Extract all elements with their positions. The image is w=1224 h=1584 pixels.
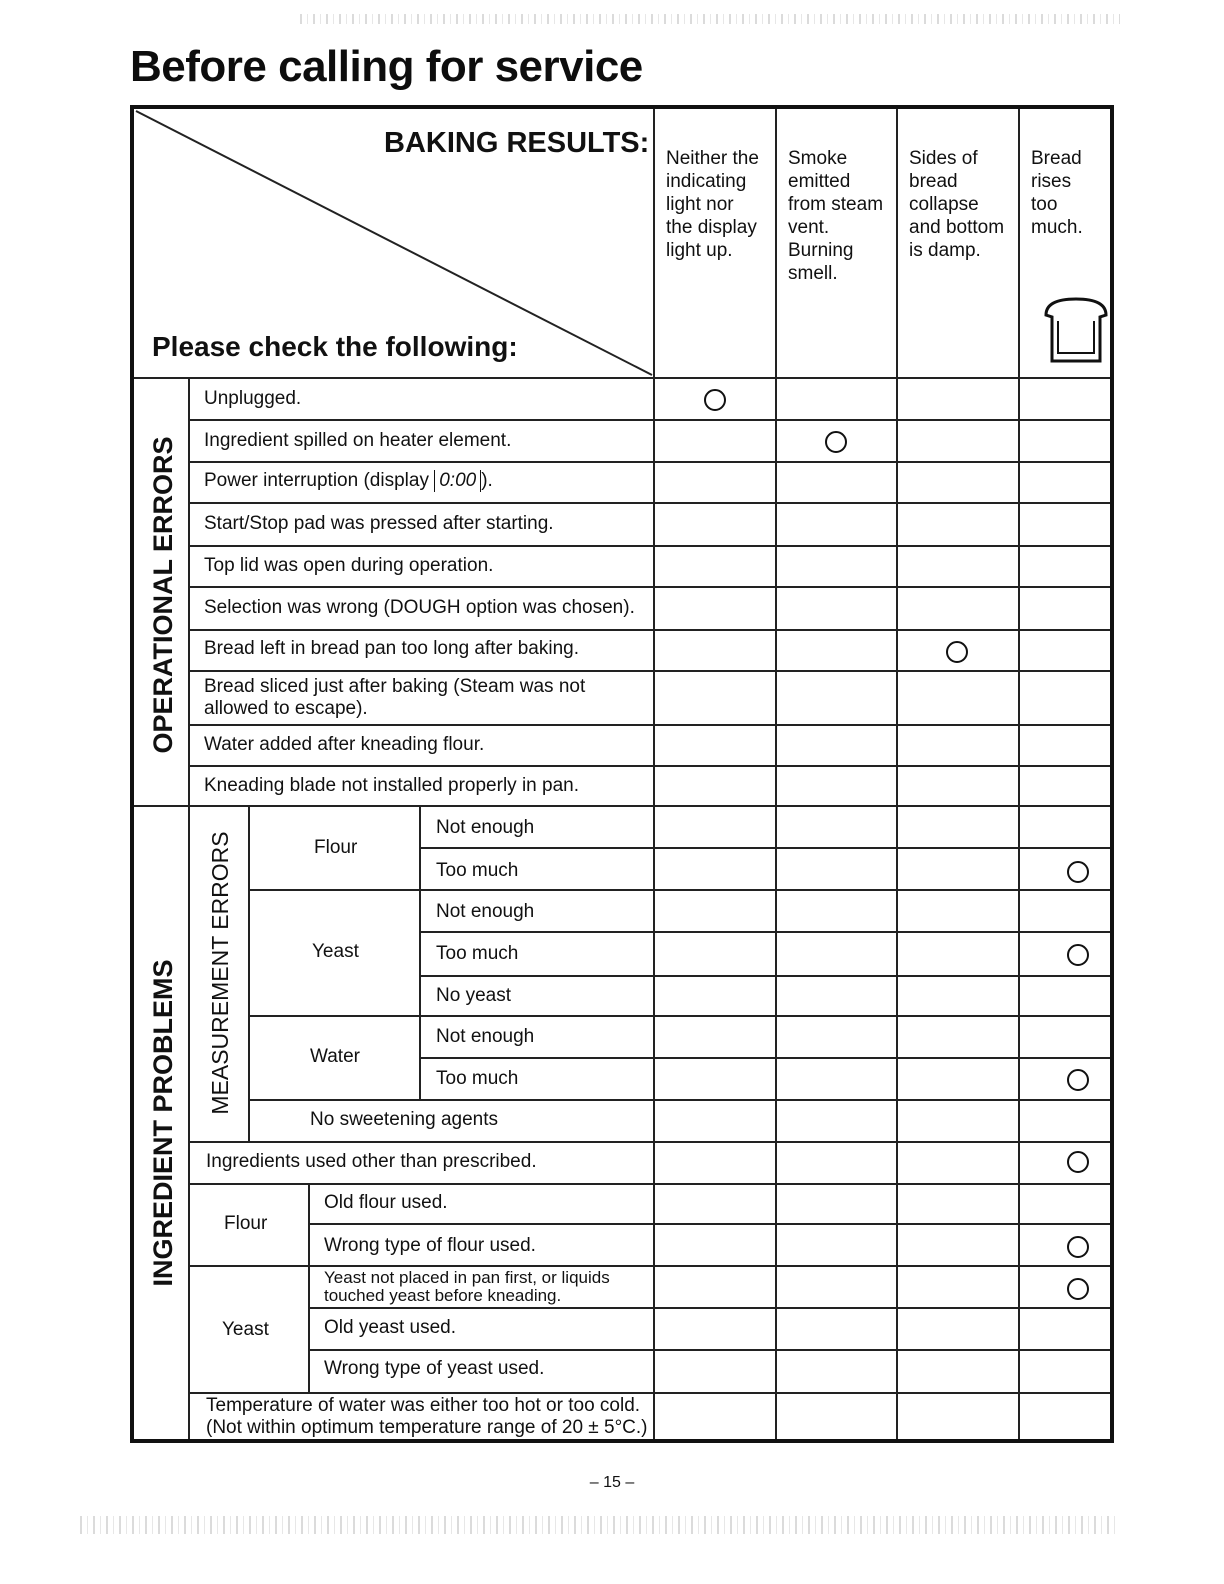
ingredient-flour-label: Flour — [224, 1213, 268, 1234]
yeast-not-enough: Not enough — [436, 901, 535, 922]
row-ingredient-spilled: Ingredient spilled on heater element. — [204, 430, 512, 451]
no-yeast: No yeast — [436, 985, 511, 1006]
bread-loaf-icon — [1040, 295, 1112, 367]
row-wrong-flour: Wrong type of flour used. — [324, 1235, 536, 1256]
measurement-errors-label: MEASUREMENT ERRORS — [207, 831, 233, 1115]
check-circle — [825, 431, 847, 453]
no-sweetening: No sweetening agents — [310, 1109, 499, 1130]
flour-not-enough: Not enough — [436, 817, 535, 838]
check-circle — [704, 389, 726, 411]
check-circle — [1067, 861, 1089, 883]
check-circle — [1067, 1236, 1089, 1258]
scan-noise-top — [300, 14, 1120, 24]
measure-flour-label: Flour — [314, 837, 358, 858]
measure-yeast-label: Yeast — [312, 941, 359, 962]
baking-results-label: BAKING RESULTS: — [384, 127, 650, 159]
column-header-rises: Bread rises too much. — [1031, 148, 1083, 238]
row-old-flour: Old flour used. — [324, 1192, 448, 1213]
check-circle — [1067, 1278, 1089, 1300]
water-not-enough: Not enough — [436, 1026, 535, 1047]
check-circle — [946, 641, 968, 663]
column-header-smoke: Smoke emitted from steam vent. Burning smell. — [788, 148, 884, 284]
page-title: Before calling for service — [130, 42, 643, 91]
column-header-collapse: Sides of bread collapse and bottom is damp. — [909, 148, 1005, 261]
page-number: – 15 – — [589, 1474, 635, 1491]
row-bread-left: Bread left in bread pan too long after baking. — [204, 638, 579, 659]
row-power-interruption: Power interruption (display 0:00 ). — [204, 470, 493, 491]
row-bread-sliced-1: Bread sliced just after baking (Steam was not — [204, 676, 586, 697]
yeast-too-much: Too much — [436, 943, 519, 964]
ingredient-problems-label: INGREDIENT PROBLEMS — [148, 959, 178, 1287]
check-circle — [1067, 1151, 1089, 1173]
check-circle — [1067, 944, 1089, 966]
row-temperature-1: Temperature of water was either too hot or too cold. — [206, 1395, 641, 1416]
column-header-no-light: Neither the indicating light nor the display light up. — [666, 148, 759, 261]
ingredient-yeast-label: Yeast — [222, 1319, 269, 1340]
row-top-lid: Top lid was open during operation. — [204, 555, 494, 576]
operational-errors-label: OPERATIONAL ERRORS — [148, 436, 178, 754]
troubleshooting-chart — [130, 105, 1114, 1443]
row-old-yeast: Old yeast used. — [324, 1317, 457, 1338]
row-temperature-2: (Not within optimum temperature range of 20 ± 5°C.) — [206, 1417, 648, 1438]
measure-water-label: Water — [310, 1046, 360, 1067]
row-yeast-first-2: touched yeast before kneading. — [324, 1286, 562, 1305]
row-selection: Selection was wrong (DOUGH option was chosen). — [204, 597, 635, 618]
row-yeast-first-1: Yeast not placed in pan first, or liquids — [324, 1268, 610, 1287]
water-too-much: Too much — [436, 1068, 519, 1089]
row-unplugged: Unplugged. — [204, 388, 302, 409]
row-kneading-blade: Kneading blade not installed properly in pan. — [204, 775, 579, 796]
row-other-ingredients: Ingredients used other than prescribed. — [206, 1151, 537, 1172]
flour-too-much: Too much — [436, 860, 519, 881]
display-readout: 0:00 — [434, 470, 481, 492]
row-start-stop: Start/Stop pad was pressed after starting. — [204, 513, 554, 534]
row-bread-sliced-2: allowed to escape). — [204, 698, 368, 719]
row-water-added: Water added after kneading flour. — [204, 734, 485, 755]
please-check-label: Please check the following: — [152, 331, 518, 362]
row-wrong-yeast: Wrong type of yeast used. — [324, 1358, 545, 1379]
scan-noise-bottom — [80, 1516, 1120, 1534]
check-circle — [1067, 1069, 1089, 1091]
